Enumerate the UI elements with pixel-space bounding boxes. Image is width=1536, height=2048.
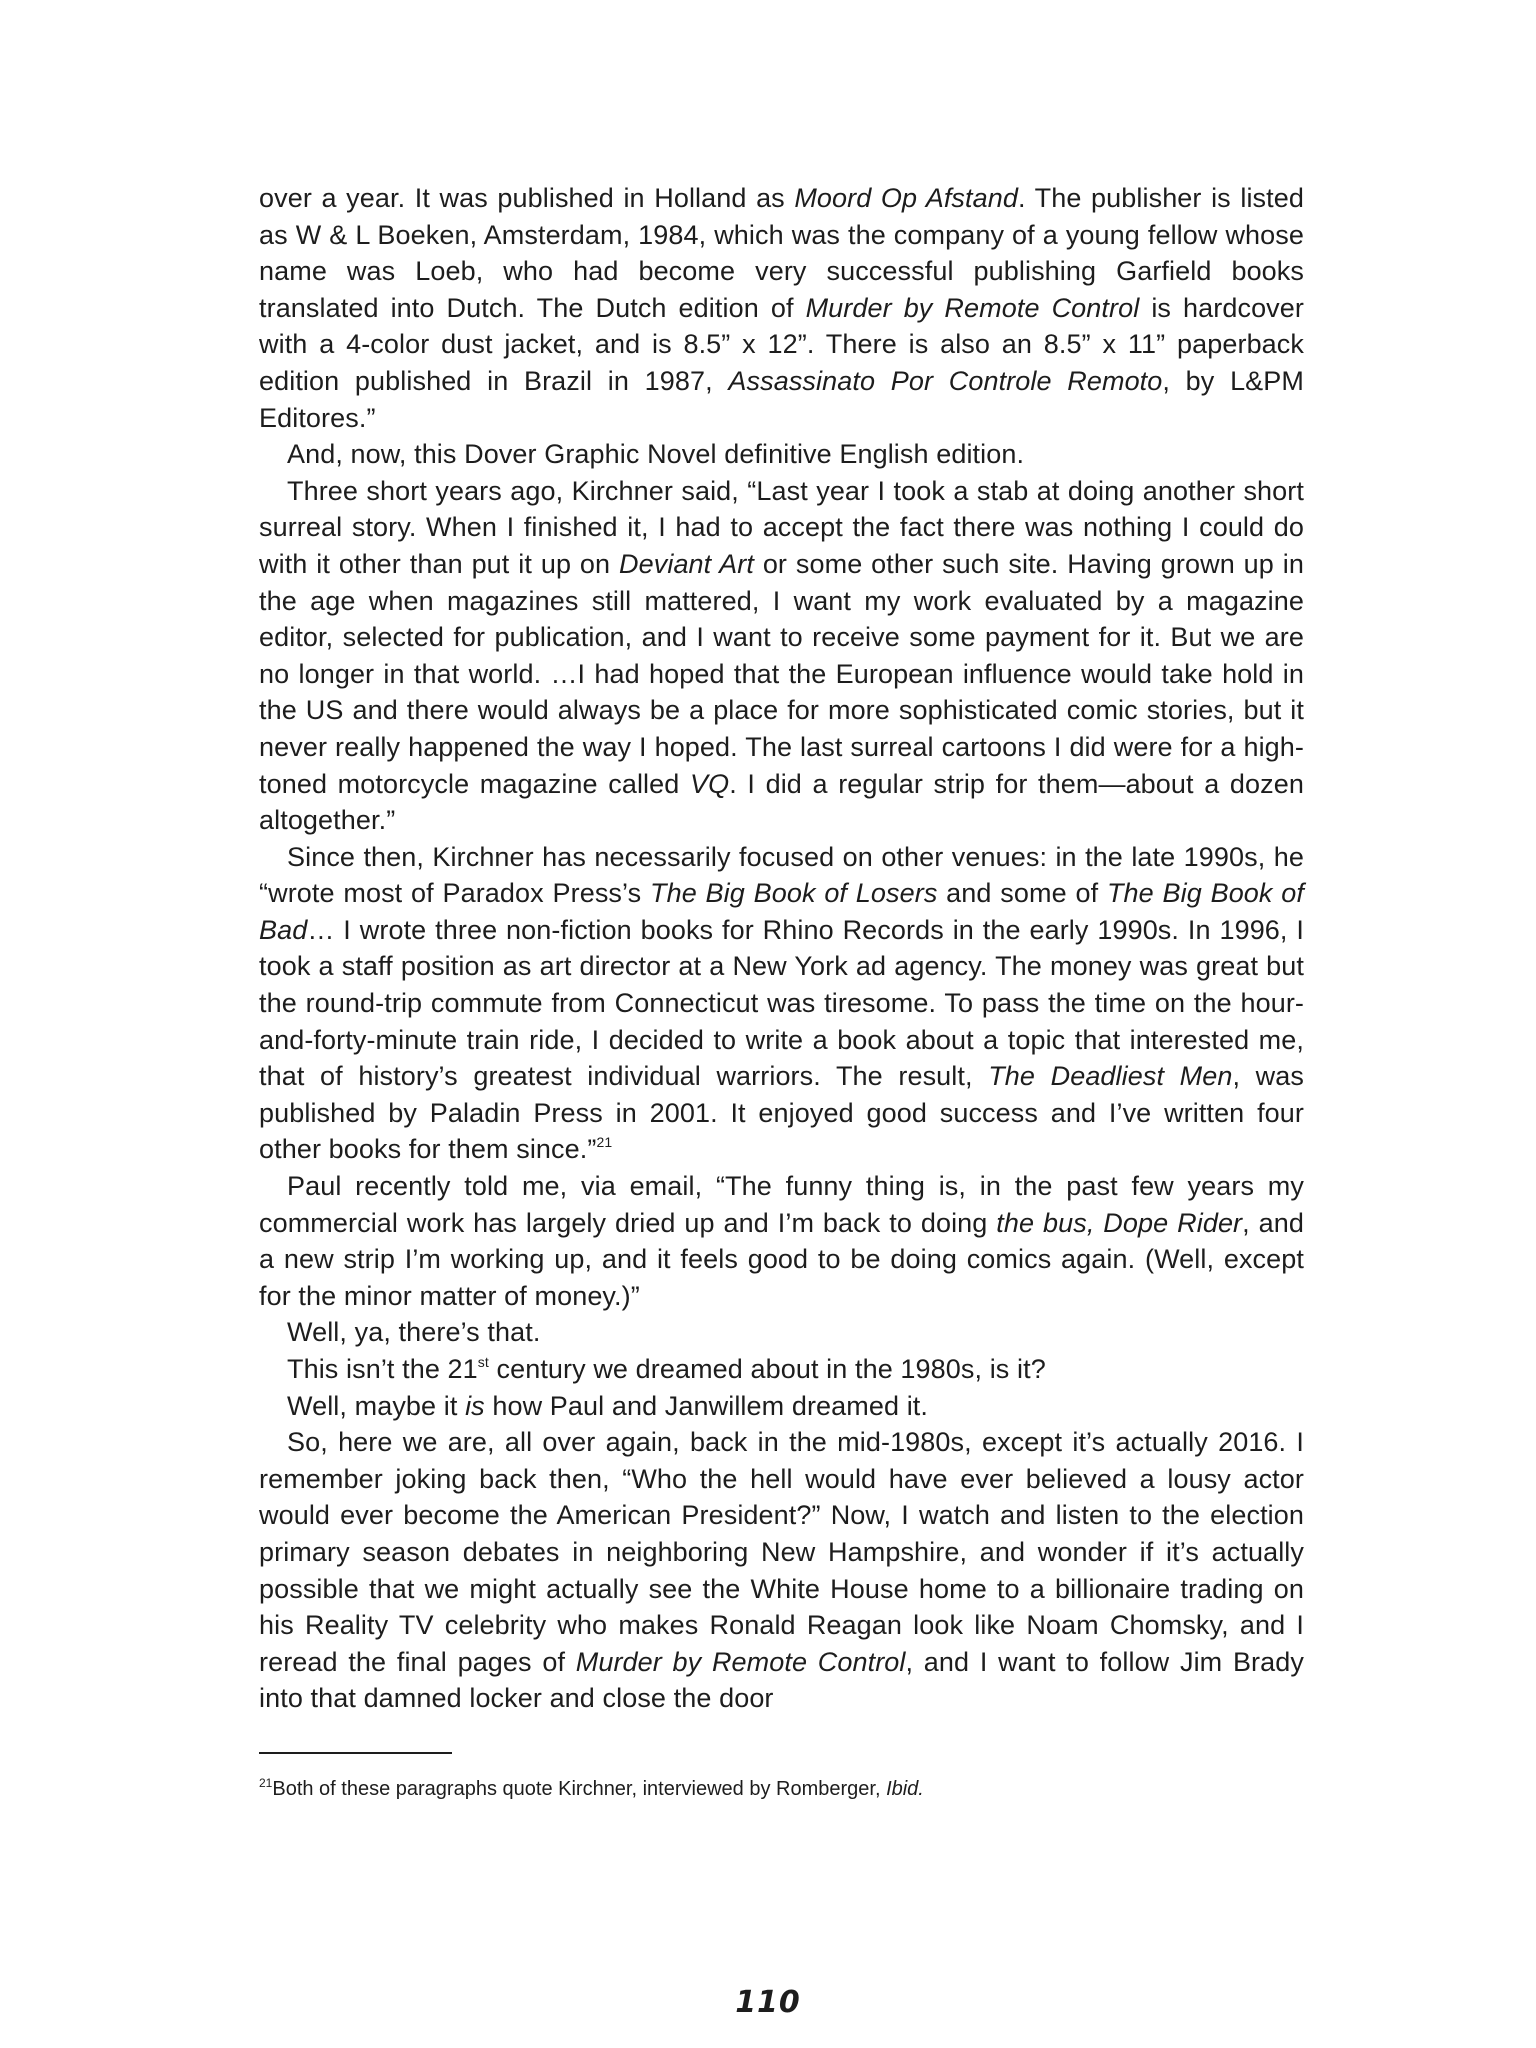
magazine-vq: VQ (689, 768, 730, 799)
page-body (259, 180, 1304, 1717)
paragraph-kirchner-quote: Three short years ago, Kirchner said, “Last year I took a stab at doing another short surreal story. When I finished it, I had to accept the fact there was nothing I could do with it other than put it up on Deviant Art or some other such site. Having grown up in the age when magazines still mattered, I want my work evaluated by a magazine editor, selected for publication, and I want to receive some payment for it. But we are no longer in that world. …I had hoped that the European influence would take hold in the US and there would always be a place for more sophisticated comic stories, but it never really happened the way I hoped. The last surreal cartoons I did were for a high-toned motorcycle magazine called VQ. I did a regular strip for them—about a dozen altogether.” (259, 475, 1304, 836)
title-big-book-of-losers: The Big Book of Losers (649, 878, 938, 909)
paragraph-thats-that: Well, ya, there’s that. (287, 1317, 541, 1348)
page-number: 110 (735, 1985, 801, 2020)
title-deadliest-men: The Deadliest Men (988, 1061, 1233, 1092)
footnote (259, 1776, 1304, 1802)
paragraph-dutch-edition: over a year. It was published in Holland as Moord Op Afstand. The publisher is listed as W & L Boeken, Amsterdam, 1984, which was the company of a young fellow whose name was Loeb, who had become very successful publishing Garfield books translated into Dutch. The Dutch edition of Murder by Remote Control is hardcover with a 4-color dust jacket, and is 8.5” x 12”. There is also an 8.5” x 11” paperback edition published in Brazil in 1987, Assassinato Por Controle Remoto, by L&PM Editores.” (259, 183, 1304, 433)
footnote-divider (259, 1752, 452, 1754)
paragraph-mid-1980s: So, here we are, all over again, back in the mid-1980s, except it’s actually 2016. I remember joking back then, “Who the hell would have ever believed a lousy actor would ever become the American President?” Now, I watch and listen to the election primary season debates in neighboring New Hampshire, and wonder if it’s actually possible that we might actually see the White House home to a billionaire trading on his Reality TV celebrity who makes Ronald Reagan look like Noam Chomsky, and I reread the final pages of Murder by Remote Control, and I want to follow Jim Brady into that damned locker and close the door (259, 1427, 1304, 1714)
site-deviant-art: Deviant Art (619, 548, 754, 579)
footnote-ibid: Ibid. (886, 1778, 924, 1800)
title-moord-op-afstand: Moord Op Afstand (794, 183, 1018, 213)
title-murder-by-remote-control: Murder by Remote Control (805, 292, 1140, 323)
footnote-reference: 21 (596, 1134, 613, 1151)
footnote-text: Both of these paragraphs quote Kirchner, interviewed by Romberger, (272, 1778, 887, 1800)
title-murder-by-remote-control-2: Murder by Remote Control (575, 1646, 906, 1677)
footnote-number: 21 (259, 1776, 273, 1790)
paragraph-other-venues: Since then, Kirchner has necessarily focused on other venues: in the late 1990s, he “wrote most of Paradox Press’s The Big Book of Losers and some of The Big Book of Bad… I wrote three non-fiction books for Rhino Records in the early 1990s. In 1996, I took a staff position as art director at a New York ad agency. The money was great but the round-trip commute from Connecticut was tiresome. To pass the time on the hour-and-forty-minute train ride, I decided to write a book about a topic that interested me, that of history’s greatest individual warriors. The result, The Deadliest Men, was published by Paladin Press in 2001. It enjoyed good success and I’ve written four other books for them since.”$^{21}$ (259, 841, 1304, 1165)
paragraph-email: Paul recently told me, via email, “The funny thing is, in the past few years my commercial work has largely dried up and I’m back to doing the bus, Dope Rider, and a new strip I’m working up, and it feels good to be doing comics again. (Well, except for the minor matter of money.)” (259, 1171, 1304, 1311)
works-titles: the bus, Dope Rider (996, 1207, 1243, 1238)
paragraph-dover-edition: And, now, this Dover Graphic Novel definitive English edition. (287, 439, 1025, 470)
emphasis-is: is (465, 1390, 485, 1421)
title-big-book-of-bad: The Big Book of Bad (259, 878, 1304, 945)
paragraph-21st-century: This isn’t the 21st century we dreamed about in the 1980s, is it? (287, 1354, 1046, 1384)
title-assassinato: Assassinato Por Controle Remoto (728, 365, 1163, 396)
paragraph-dreamed-it: Well, maybe it is how Paul and Janwillem dreamed it. (287, 1390, 928, 1421)
ordinal-suffix: st (477, 1354, 489, 1370)
